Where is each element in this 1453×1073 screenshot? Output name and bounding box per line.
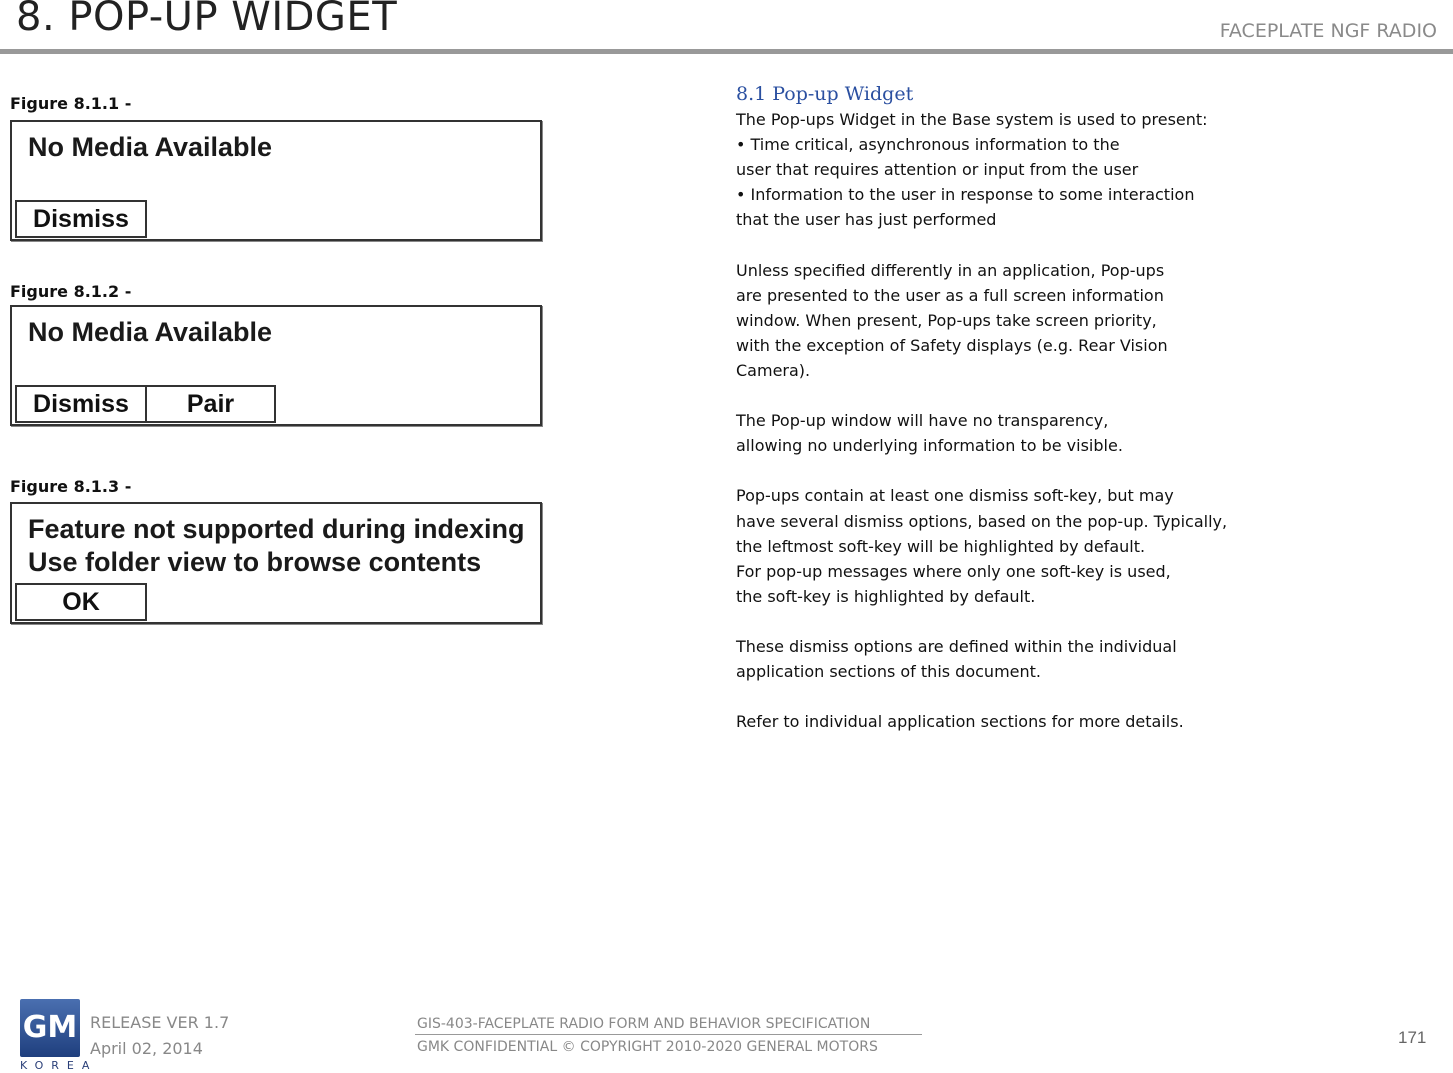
body-line: have several dismiss options, based on the pop-up. Typically,: [736, 511, 1228, 531]
release-info: [90, 1010, 229, 1062]
footer-divider: [415, 1034, 922, 1035]
body-line: user that requires attention or input from the user: [736, 160, 1139, 180]
body-line: The Pop-ups Widget in the Base system is used to present:: [736, 110, 1208, 129]
gm-korea-wordmark: KOREA: [20, 1059, 98, 1072]
body-line: that the user has just performed: [736, 210, 997, 230]
gm-logo: GM: [20, 999, 80, 1057]
body-line: the leftmost soft-key will be highlighted by default.: [736, 536, 1146, 556]
body-line: The Pop-up window will have no transparency,: [736, 411, 1109, 431]
body-line: Refer to individual application sections for more details.: [736, 712, 1184, 732]
popup-message-line-1: Feature not supported during indexing: [28, 514, 525, 544]
copyright: GMK CONFIDENTIAL © COPYRIGHT 2010-2020 GENERAL MOTORS: [417, 1039, 878, 1055]
body-line: Pop-ups contain at least one dismiss soft-key, but may: [736, 486, 1174, 506]
blank-line: [736, 232, 1336, 257]
figure-label-8-1-3: Figure 8.1.3 -: [10, 477, 132, 496]
popup-message-line-2: Use folder view to browse contents: [28, 547, 482, 577]
document-header-label: FACEPLATE NGF RADIO: [1219, 20, 1437, 42]
blank-line: [736, 383, 1336, 408]
body-line: • Information to the user in response to some interaction: [736, 185, 1195, 205]
popup-figure-8-1-3: [10, 502, 542, 624]
body-line: application sections of this document.: [736, 662, 1041, 682]
dismiss-softkey[interactable]: Dismiss: [15, 385, 147, 423]
spec-title: GIS-403-FACEPLATE RADIO FORM AND BEHAVIOR SPECIFICATION: [417, 1016, 871, 1032]
figure-label-8-1-2: Figure 8.1.2 -: [10, 282, 132, 301]
dismiss-softkey[interactable]: Dismiss: [15, 200, 147, 238]
header-divider: [0, 49, 1453, 54]
body-line: For pop-up messages where only one soft-key is used,: [736, 561, 1171, 581]
release-date: April 02, 2014: [90, 1039, 203, 1058]
release-version: RELEASE VER 1.7: [90, 1013, 230, 1032]
body-line: Unless specified differently in an application, Pop-ups: [736, 260, 1165, 280]
section-body: [736, 107, 1336, 734]
page-title: 8. POP-UP WIDGET: [16, 0, 398, 40]
popup-message: No Media Available: [28, 132, 273, 162]
body-line: • Time critical, asynchronous information to the: [736, 135, 1120, 155]
body-line: the soft-key is highlighted by default.: [736, 586, 1036, 606]
body-line: These dismiss options are defined within the individual: [736, 636, 1177, 656]
section-heading: 8.1 Pop-up Widget: [736, 83, 914, 105]
body-line: window. When present, Pop-ups take screen priority,: [736, 310, 1157, 330]
spec-info: [417, 1013, 878, 1059]
popup-message: No Media Available: [28, 317, 273, 347]
body-line: with the exception of Safety displays (e.g. Rear Vision: [736, 335, 1168, 355]
figure-label-8-1-1: Figure 8.1.1 -: [10, 94, 132, 113]
body-line: allowing no underlying information to be visible.: [736, 436, 1123, 456]
popup-figure-8-1-2: [10, 305, 542, 426]
ok-softkey[interactable]: OK: [15, 583, 147, 621]
blank-line: [736, 684, 1336, 709]
body-line: Camera).: [736, 360, 811, 380]
body-line: are presented to the user as a full screen information: [736, 285, 1164, 305]
popup-figure-8-1-1: [10, 120, 542, 241]
blank-line: [736, 609, 1336, 634]
page-number: 171: [1398, 1028, 1427, 1047]
pair-softkey[interactable]: Pair: [145, 385, 276, 423]
blank-line: [736, 458, 1336, 483]
